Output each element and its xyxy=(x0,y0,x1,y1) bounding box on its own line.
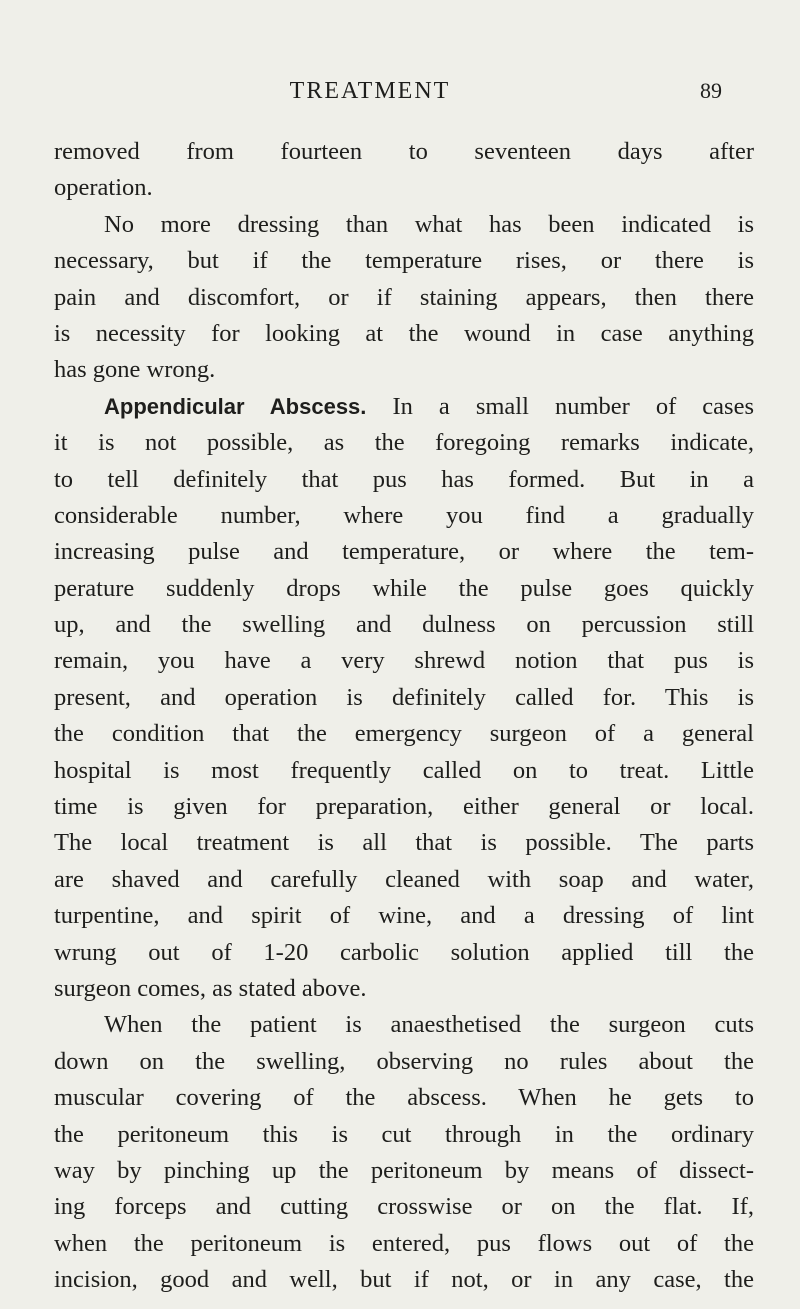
page-number: 89 xyxy=(700,78,722,103)
text-line: time is given for preparation, either general or local. xyxy=(54,793,754,821)
text-line: muscular covering of the abscess. When he gets to xyxy=(54,1084,754,1112)
text-line: hospital is most frequently called on to treat. Little xyxy=(54,756,754,784)
text-line: it is not possible, as the foregoing remarks indicate, xyxy=(54,429,754,457)
paragraph-2 xyxy=(54,207,754,389)
text-line: the condition that the emergency surgeon of a general xyxy=(54,720,754,748)
text-fragment: In a small number of cases xyxy=(392,392,754,420)
text-line: ing forceps and cutting crosswise or on the flat. If, xyxy=(54,1193,754,1221)
page-title: TREATMENT xyxy=(289,78,451,104)
text-line: removed from fourteen to seventeen days after xyxy=(54,138,754,165)
text-line: considerable number, where you find a gradually xyxy=(54,501,754,529)
paragraph-4 xyxy=(54,1007,754,1298)
text-line: incision, good and well, but if not, or in any case, the xyxy=(54,1266,754,1294)
text-line: perature suddenly drops while the pulse goes quickly xyxy=(54,574,754,602)
body-text xyxy=(54,134,754,1299)
text-line: are shaved and carefully cleaned with soap and water, xyxy=(54,865,754,893)
text-line: is necessity for looking at the wound in case anything xyxy=(54,319,754,347)
text-line xyxy=(54,389,754,425)
paragraph-1 xyxy=(54,134,754,207)
text-line: up, and the swelling and dulness on percussion still xyxy=(54,611,754,639)
text-line: No more dressing than what has been indicated is xyxy=(104,210,754,238)
text-line: wrung out of 1-20 carbolic solution applied till the xyxy=(54,938,754,966)
text-line: way by pinching up the peritoneum by means of dissect- xyxy=(54,1156,754,1184)
text-line: has gone wrong. xyxy=(54,356,216,384)
text-line: operation. xyxy=(54,174,153,202)
text-line: the peritoneum this is cut through in the ordinary xyxy=(54,1120,754,1148)
text-line: surgeon comes, as stated above. xyxy=(54,974,367,1002)
text-line: when the peritoneum is entered, pus flows out of the xyxy=(54,1229,754,1257)
text-line: increasing pulse and temperature, or where the tem- xyxy=(54,538,754,566)
text-line: down on the swelling, observing no rules about the xyxy=(54,1047,754,1075)
text-line: necessary, but if the temperature rises, or there is xyxy=(54,247,754,275)
text-line: remain, you have a very shrewd notion that pus is xyxy=(54,647,754,675)
section-heading: Appendicular Abscess. xyxy=(104,393,367,419)
paragraph-3 xyxy=(54,389,754,1008)
text-line: pain and discomfort, or if staining appears, then there xyxy=(54,283,754,311)
text-line: present, and operation is definitely called for. This is xyxy=(54,683,754,711)
text-line: When the patient is anaesthetised the surgeon cuts xyxy=(104,1011,754,1039)
text-line: turpentine, and spirit of wine, and a dressing of lint xyxy=(54,902,754,930)
text-line: The local treatment is all that is possible. The parts xyxy=(54,829,754,857)
running-head xyxy=(0,78,800,108)
text-line: to tell definitely that pus has formed. But in a xyxy=(54,465,754,493)
